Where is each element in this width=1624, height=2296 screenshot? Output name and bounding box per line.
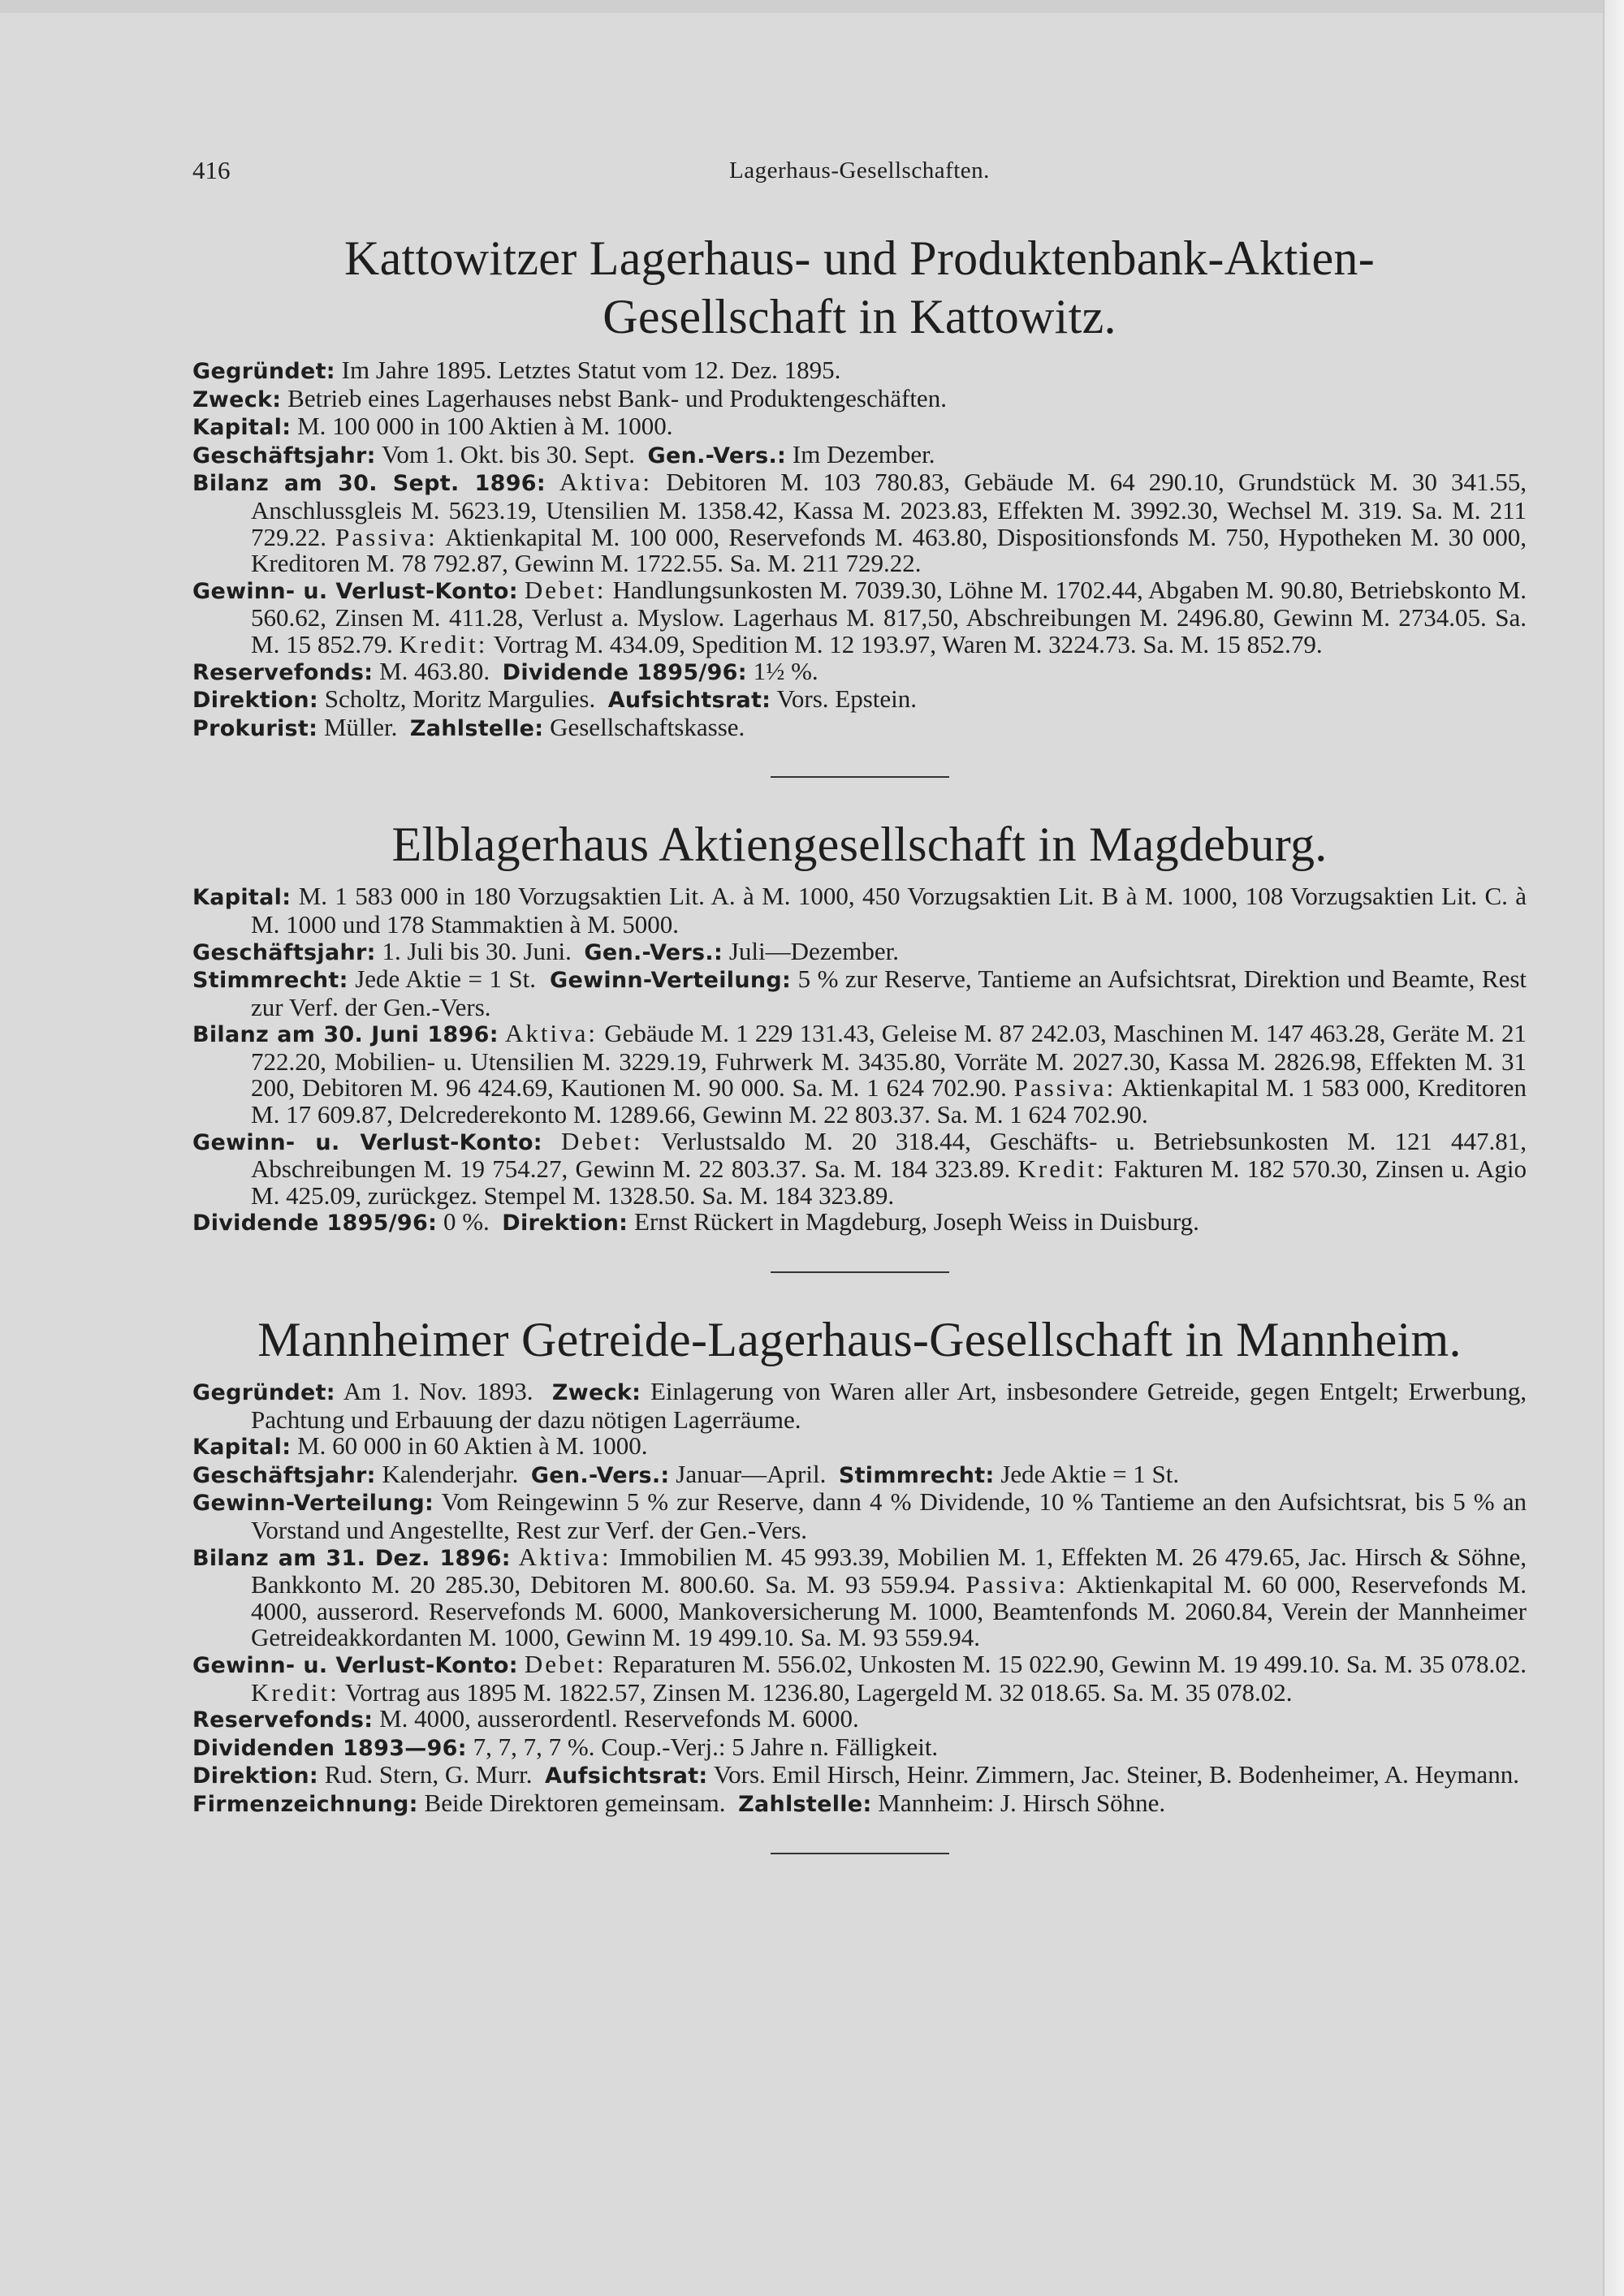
value-genvers: Im Dezember. — [792, 439, 935, 468]
label-kapital: Kapital: — [192, 415, 292, 441]
field-guv — [192, 577, 1527, 658]
label-zweck: Zweck: — [551, 1380, 641, 1406]
running-title: Lagerhaus-Gesellschaften. — [729, 158, 990, 183]
value-kapital: M. 1 583 000 in 180 Vorzugsaktien Lit. A. à M. 1000, 450 Vorzugsaktien Lit. B à M. 1000, 108 Vorzugsaktien Lit. C. à M. 1000 und 178 Stammaktien à M. 5000. — [251, 882, 1527, 939]
company-title: Mannheimer Getreide-Lagerhaus-Gesellschaft in Mannheim. — [257, 1313, 1462, 1367]
value-geschaeftsjahr: Vom 1. Okt. bis 30. Sept. — [381, 439, 635, 468]
field-geschaeftsjahr — [192, 936, 1527, 967]
value-genvers: Juli—Dezember. — [728, 936, 900, 965]
value-direktion: Scholtz, Moritz Margulies. — [324, 684, 596, 714]
label-geschaeftsjahr: Geschäftsjahr: — [192, 1462, 376, 1488]
page-number: 416 — [192, 156, 231, 184]
running-head — [192, 138, 1527, 187]
label-passiva: Passiva: — [335, 522, 438, 551]
label-debet: Debet: — [560, 1126, 643, 1155]
label-bilanz: Bilanz am 31. Dez. 1896: — [192, 1545, 511, 1571]
label-zahlstelle: Zahlstelle: — [409, 715, 544, 741]
label-gewinnverteilung: Gewinn-Verteilung: — [550, 968, 792, 994]
field-firmenzeichnung — [192, 1790, 1527, 1819]
field-kapital — [192, 883, 1527, 938]
value-reservefonds: M. 4000, ausserordentl. Reservefonds M. 6000. — [379, 1704, 859, 1733]
label-stimmrecht: Stimmrecht: — [838, 1462, 995, 1488]
field-gewinnverteilung — [192, 1489, 1527, 1543]
value-genvers: Januar—April. — [676, 1459, 827, 1488]
field-kapital — [192, 1433, 1527, 1461]
value-kredit: Vortrag aus 1895 M. 1822.57, Zinsen M. 1236.80, Lagergeld M. 32 018.65. Sa. M. 35 078.02. — [345, 1677, 1293, 1707]
value-kredit: Fakturen M. 182 570.30, Zinsen u. Agio M. 425.09, zurückgez. Stempel M. 1328.50. Sa. M. 184 323.89. — [251, 1154, 1527, 1210]
field-stimmrecht — [192, 966, 1527, 1021]
value-direktion: Ernst Rückert in Magdeburg, Joseph Weiss in Duisburg. — [634, 1207, 1199, 1236]
company-entry-kattowitz — [192, 229, 1527, 742]
scan-top-edge — [0, 0, 1624, 13]
label-reservefonds: Reservefonds: — [192, 1707, 374, 1733]
label-firmenzeichnung: Firmenzeichnung: — [192, 1791, 418, 1817]
value-geschaeftsjahr: 1. Juli bis 30. Juni. — [382, 936, 572, 965]
label-gewinnverteilung: Gewinn-Verteilung: — [192, 1491, 434, 1517]
label-debet: Debet: — [524, 1649, 607, 1678]
label-zweck: Zweck: — [192, 386, 282, 412]
label-kredit: Kredit: — [399, 629, 488, 658]
entry-body — [192, 883, 1527, 1237]
field-reservefonds — [192, 658, 1527, 687]
label-direktion: Direktion: — [502, 1211, 628, 1236]
section-divider — [771, 776, 949, 778]
value-dividende: 1½ %. — [753, 656, 818, 685]
field-guv — [192, 1651, 1527, 1706]
value-aufsichtsrat: Vors. Emil Hirsch, Heinr. Zimmern, Jac. Steiner, B. Bodenheimer, A. Heymann. — [713, 1760, 1519, 1789]
label-dividende: Dividende 1895/96: — [192, 1211, 438, 1236]
label-prokurist: Prokurist: — [192, 715, 318, 741]
label-direktion: Direktion: — [192, 688, 318, 714]
field-direktion — [192, 1762, 1527, 1790]
value-aktiva: Immobilien M. 45 993.39, Mobilien M. 1, Effekten M. 26 479.65, Jac. Hirsch & Söhne, Bankkonto M. 20 285.30, Debitoren M. 800.60. Sa. M. 93 559.94. — [251, 1542, 1527, 1599]
label-kredit: Kredit: — [1017, 1154, 1107, 1184]
label-direktion: Direktion: — [192, 1763, 318, 1789]
field-guv — [192, 1126, 1527, 1210]
label-passiva: Passiva: — [1013, 1073, 1116, 1103]
value-gewinnverteilung: 5 % zur Reserve, Tantieme an Aufsichtsrat, Direktion und Beamte, Rest zur Verf. der Gen.-Vers. — [251, 965, 1527, 1021]
label-geschaeftsjahr: Geschäftsjahr: — [192, 442, 376, 468]
company-title: Elblagerhaus Aktiengesellschaft in Magdeburg. — [391, 818, 1328, 872]
value-reservefonds: M. 463.80. — [379, 656, 490, 685]
section-divider — [771, 1853, 949, 1854]
company-entry-magdeburg — [192, 815, 1527, 1237]
scan-right-edge — [1603, 0, 1624, 2296]
field-gegruendet — [192, 357, 1527, 386]
value-stimmrecht: Jede Aktie = 1 St. — [355, 965, 537, 994]
value-zahlstelle: Mannheim: J. Hirsch Söhne. — [878, 1788, 1166, 1817]
label-stimmrecht: Stimmrecht: — [192, 968, 348, 994]
field-dividenden — [192, 1734, 1527, 1763]
field-geschaeftsjahr — [192, 439, 1527, 470]
label-geschaeftsjahr: Geschäftsjahr: — [192, 939, 376, 965]
value-passiva: Aktienkapital M. 60 000, Reservefonds M. 4000, ausserord. Reservefonds M. 6000, Mankoversicherung M. 1000, Beamtenfonds M. 2060.84, Verein der Mannheimer Getreideakkordanten M. 1000, Gewinn M. 19 499.10. Sa. M. 93 559.94. — [251, 1570, 1527, 1652]
value-stimmrecht: Jede Aktie = 1 St. — [1000, 1459, 1180, 1488]
value-aktiva: Gebäude M. 1 229 131.43, Geleise M. 87 242.03, Maschinen M. 147 463.28, Geräte M. 21 722.20, Mobilien- u. Utensilien M. 3229.19, Fuhrwerk M. 3435.80, Vorräte M. 2027.30, Kassa M. 2826.98, Effekten M. 31 200, Debitoren M. 96 424.69, Kautionen M. 90 000. Sa. M. 1 624 702.90. — [251, 1019, 1527, 1103]
label-guv: Gewinn- u. Verlust-Konto: — [192, 578, 518, 604]
label-reservefonds: Reservefonds: — [192, 659, 374, 685]
company-title-line-2: Gesellschaft in Kattowitz. — [603, 290, 1116, 343]
label-guv: Gewinn- u. Verlust-Konto: — [192, 1129, 542, 1155]
label-genvers: Gen.-Vers.: — [584, 939, 723, 965]
label-guv: Gewinn- u. Verlust-Konto: — [192, 1652, 518, 1678]
value-zweck: Einlagerung von Waren aller Art, insbesondere Getreide, gegen Entgelt; Erwerbung, Pachtung und Erbauung der dazu nötigen Lagerräume. — [251, 1377, 1527, 1434]
value-kapital: M. 60 000 in 60 Aktien à M. 1000. — [297, 1431, 648, 1461]
label-aktiva: Aktiva: — [559, 468, 653, 497]
value-passiva: Aktienkapital M. 1 583 000, Kreditoren M. 17 609.87, Delcrederekonto M. 1289.66, Gewinn M. 22 803.37. Sa. M. 1 624 702.90. — [251, 1073, 1527, 1129]
label-aktiva: Aktiva: — [518, 1542, 611, 1571]
label-gegruendet: Gegründet: — [192, 1380, 335, 1406]
field-dividende — [192, 1209, 1527, 1237]
value-kapital: M. 100 000 in 100 Aktien à M. 1000. — [297, 412, 673, 441]
label-genvers: Gen.-Vers.: — [530, 1462, 670, 1488]
label-genvers: Gen.-Vers.: — [647, 442, 787, 468]
label-kredit: Kredit: — [251, 1677, 339, 1707]
value-debet: Reparaturen M. 556.02, Unkosten M. 15 022.90, Gewinn M. 19 499.10. Sa. M. 35 078.02. — [612, 1649, 1527, 1678]
label-aufsichtsrat: Aufsichtsrat: — [544, 1763, 708, 1789]
value-dividenden: 7, 7, 7, 7 %. Coup.-Verj.: 5 Jahre n. Fälligkeit. — [473, 1732, 939, 1761]
value-aufsichtsrat: Vors. Epstein. — [776, 684, 917, 714]
company-entry-mannheim — [192, 1310, 1527, 1819]
label-aufsichtsrat: Aufsichtsrat: — [607, 688, 771, 714]
label-zahlstelle: Zahlstelle: — [738, 1791, 872, 1817]
field-bilanz — [192, 469, 1527, 576]
field-kapital — [192, 413, 1527, 442]
field-direktion — [192, 686, 1527, 714]
field-reservefonds — [192, 1706, 1527, 1734]
field-zweck — [192, 383, 1527, 414]
section-divider — [771, 1271, 949, 1273]
label-dividende: Dividende 1895/96: — [502, 659, 747, 685]
value-gegruendet: Im Jahre 1895. Letztes Statut vom 12. Dez. 1895. — [341, 356, 841, 384]
company-title-line-1: Kattowitzer Lagerhaus- und Produktenbank-Aktien- — [343, 231, 1375, 285]
value-debet: Verlustsaldo M. 20 318.44, Geschäfts- u. Betriebsunkosten M. 121 447.81, Abschreibungen M. 19 754.27, Gewinn M. 22 803.37. Sa. M. 184 323.89. — [251, 1126, 1527, 1184]
page-content — [192, 138, 1527, 1892]
label-bilanz: Bilanz am 30. Juni 1896: — [192, 1022, 499, 1048]
value-gegruendet: Am 1. Nov. 1893. — [343, 1377, 533, 1406]
value-geschaeftsjahr: Kalenderjahr. — [382, 1459, 519, 1488]
value-prokurist: Müller. — [323, 712, 398, 741]
value-zahlstelle: Gesellschaftskasse. — [550, 712, 745, 741]
label-gegruendet: Gegründet: — [192, 359, 335, 384]
value-aktiva: Debitoren M. 103 780.83, Gebäude M. 64 290.10, Grundstück M. 30 341.55, Anschlussgleis M. 5623.19, Utensilien M. 1358.42, Kassa M. 2023.83, Effekten M. 3992.30, Wechsel M. 319. Sa. M. 211 729.22. — [251, 468, 1527, 551]
value-direktion: Rud. Stern, G. Murr. — [324, 1760, 533, 1789]
field-bilanz — [192, 1544, 1527, 1651]
value-firmenzeichnung: Beide Direktoren gemeinsam. — [424, 1788, 726, 1817]
field-geschaeftsjahr — [192, 1461, 1527, 1490]
label-kapital: Kapital: — [192, 885, 292, 911]
label-debet: Debet: — [524, 575, 607, 604]
value-gewinnverteilung: Vom Reingewinn 5 % zur Reserve, dann 4 % Dividende, 10 % Tantieme an den Aufsichtsrat, bis 5 % an Vorstand und Angestellte, Rest zur Verf. der Gen.-Vers. — [251, 1487, 1527, 1544]
field-gegruendet — [192, 1379, 1527, 1433]
label-aktiva: Aktiva: — [505, 1019, 598, 1048]
value-passiva: Aktienkapital M. 100 000, Reservefonds M. 463.80, Dispositionsfonds M. 750, Hypotheken M. 30 000, Kreditoren M. 78 792.87, Gewinn M. 1722.55. Sa. M. 211 729.22. — [251, 522, 1527, 578]
label-kapital: Kapital: — [192, 1435, 292, 1461]
value-debet: Handlungsunkosten M. 7039.30, Löhne M. 1702.44, Abgaben M. 90.80, Betriebskonto M. 560.62, Zinsen M. 411.28, Verlust a. Myslow. Lagerhaus M. 817,50, Abschreibungen M. 2496.80, Gewinn M. 2734.05. Sa. M. 15 852.79. — [251, 575, 1527, 658]
value-zweck: Betrieb eines Lagerhauses nebst Bank- und Produktengeschäften. — [287, 383, 947, 412]
entry-body — [192, 1379, 1527, 1819]
label-passiva: Passiva: — [965, 1570, 1068, 1599]
entry-body — [192, 357, 1527, 742]
field-prokurist — [192, 714, 1527, 743]
company-title — [192, 229, 1527, 346]
field-bilanz — [192, 1021, 1527, 1128]
value-dividende: 0 %. — [443, 1207, 490, 1236]
label-dividenden: Dividenden 1893—96: — [192, 1735, 467, 1761]
label-bilanz: Bilanz am 30. Sept. 1896: — [192, 471, 546, 497]
value-kredit: Vortrag M. 434.09, Spedition M. 12 193.97, Waren M. 3224.73. Sa. M. 15 852.79. — [493, 629, 1323, 658]
